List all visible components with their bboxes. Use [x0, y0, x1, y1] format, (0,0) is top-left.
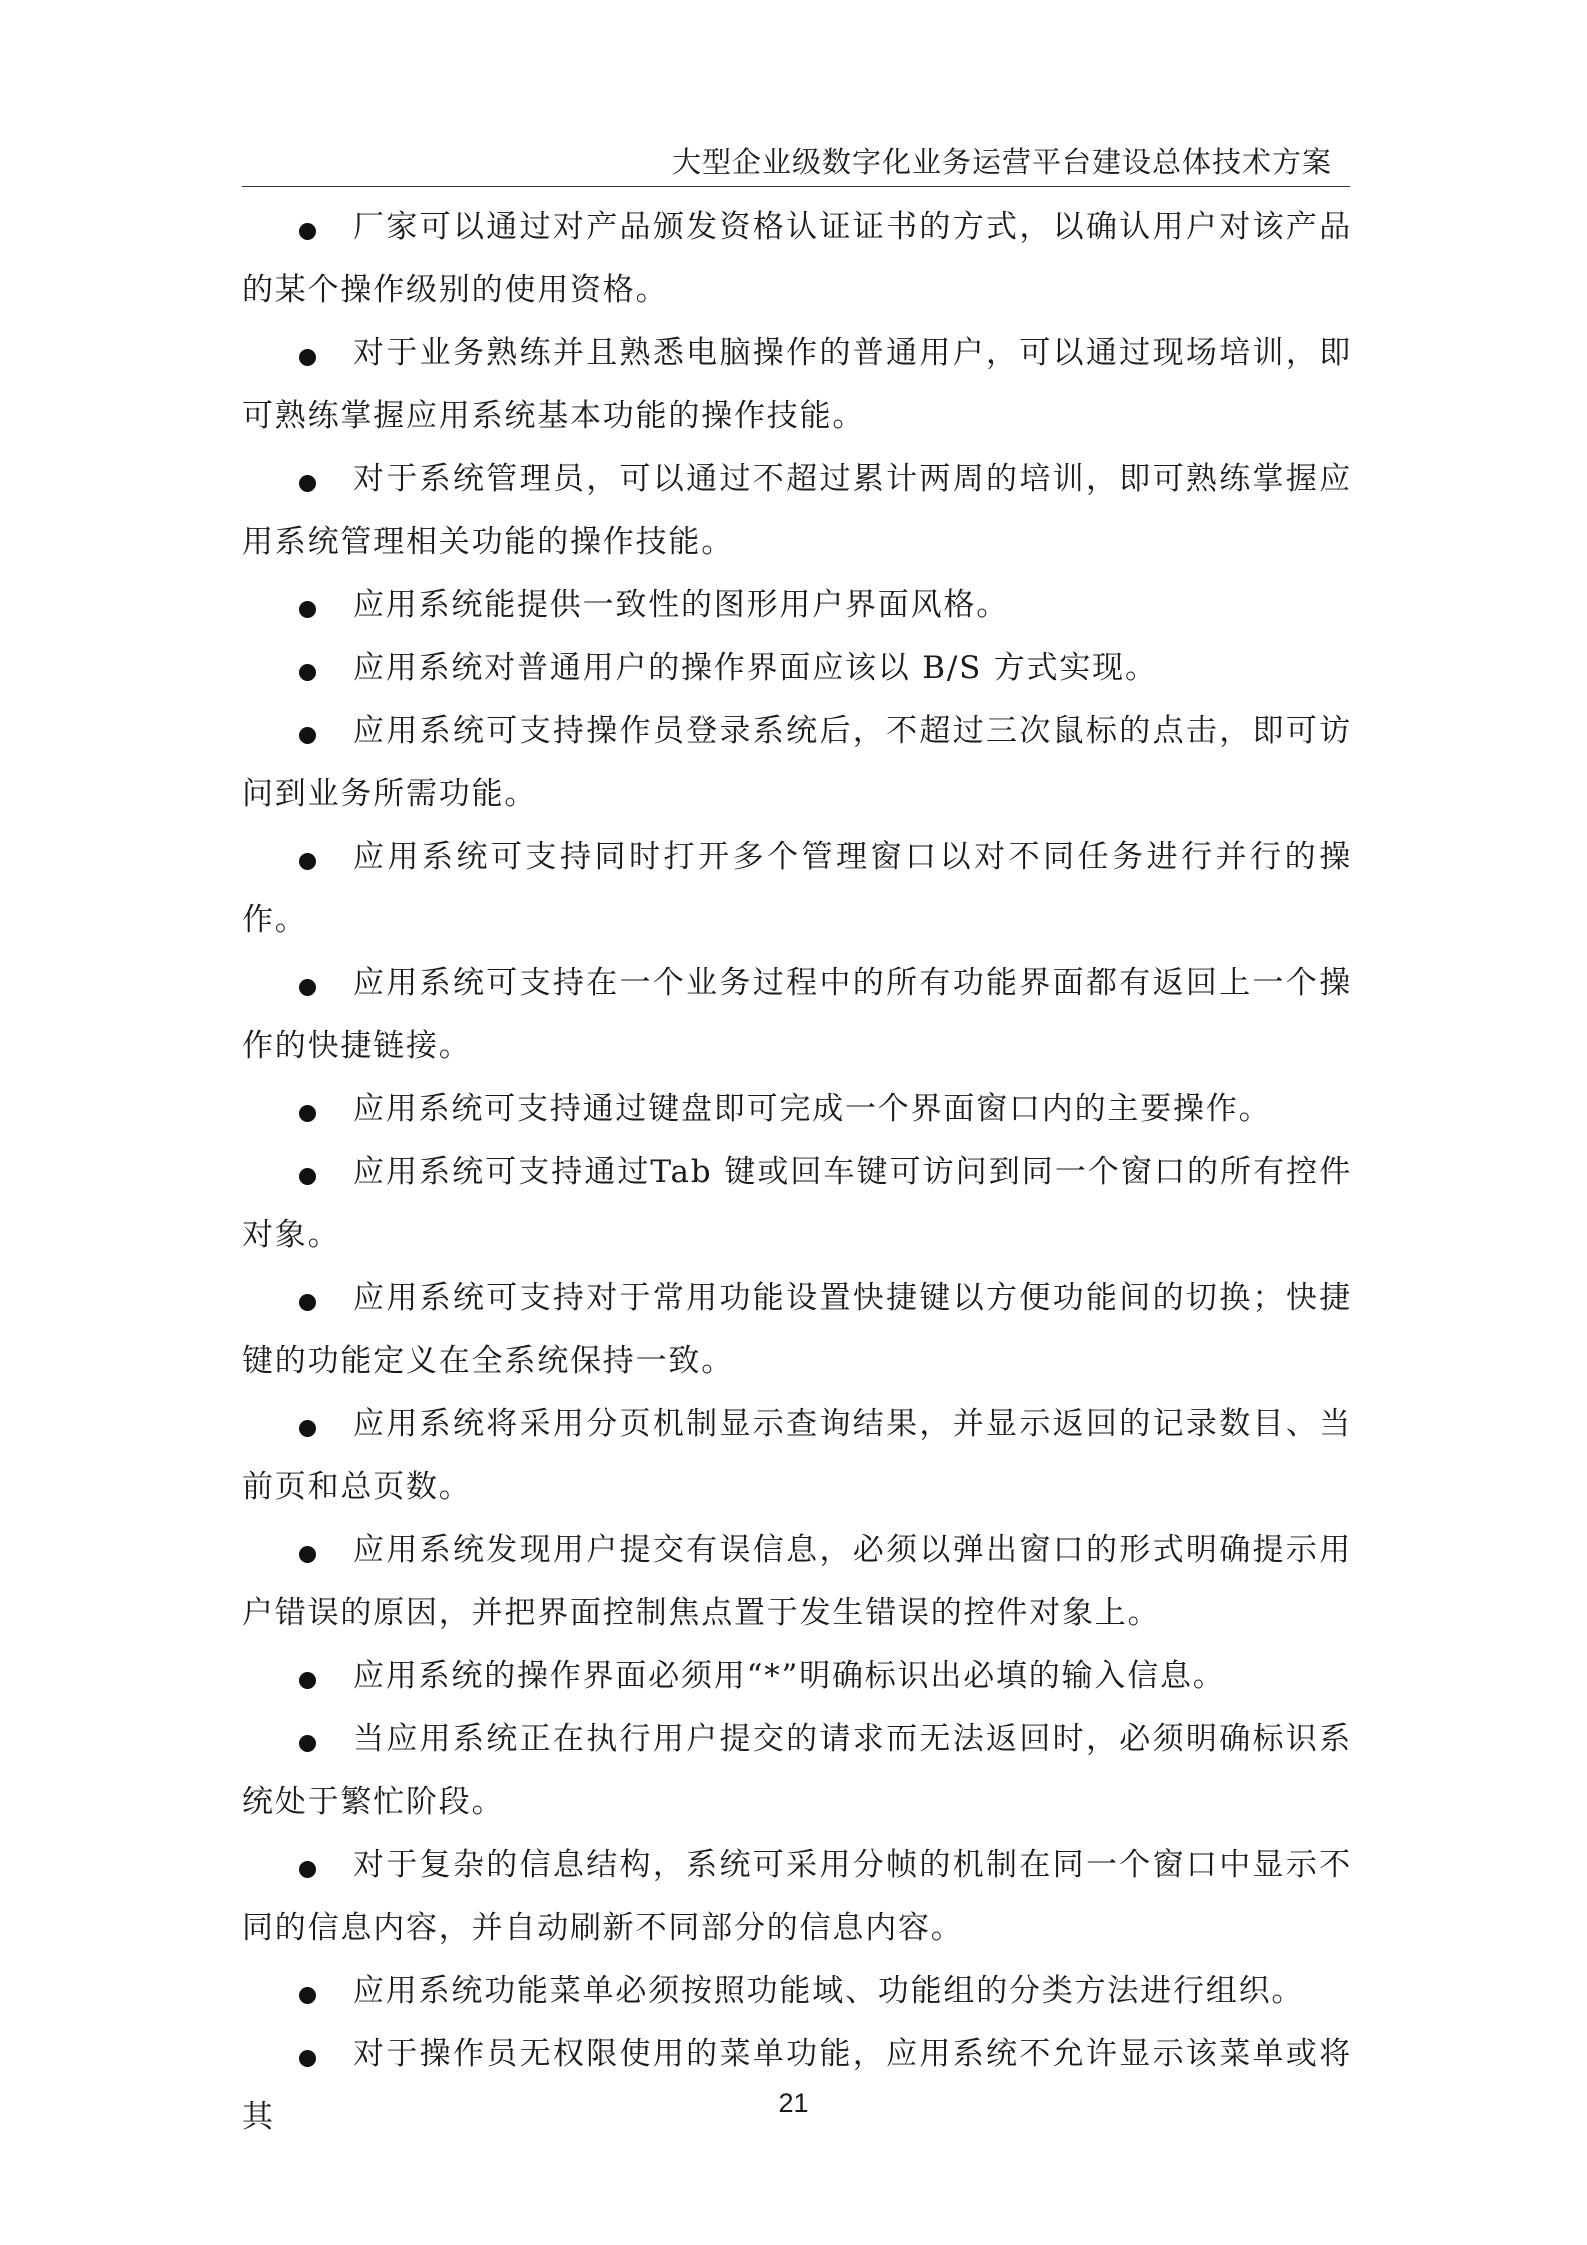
bullet-item [242, 2023, 1352, 2149]
bullet-item [242, 637, 1352, 700]
bullet-text: 应用系统可支持对于常用功能设置快捷键以方便功能间的切换；快捷键的功能定义在全系统保持一致。 [242, 1280, 1352, 1379]
bullet-item [242, 700, 1352, 826]
bullet-icon [299, 1546, 316, 1563]
bullet-item [242, 1141, 1352, 1267]
bullet-text: 应用系统可支持在一个业务过程中的所有功能界面都有返回上一个操作的快捷链接。 [242, 965, 1352, 1064]
bullet-icon [299, 475, 316, 492]
bullet-icon [299, 349, 316, 366]
bullet-icon [299, 979, 316, 996]
bullet-icon [299, 1168, 316, 1185]
bullet-text: 对于复杂的信息结构，系统可采用分帧的机制在同一个窗口中显示不同的信息内容，并自动刷新不同部分的信息内容。 [242, 1847, 1352, 1946]
bullet-item [242, 1708, 1352, 1834]
bullet-item [242, 952, 1352, 1078]
bullet-icon [299, 601, 316, 618]
bullet-icon [299, 1105, 316, 1122]
bullet-text: 对于业务熟练并且熟悉电脑操作的普通用户，可以通过现场培训，即可熟练掌握应用系统基本功能的操作技能。 [242, 335, 1352, 434]
bullet-icon [299, 223, 316, 240]
bullet-text: 应用系统可支持通过键盘即可完成一个界面窗口内的主要操作。 [353, 1091, 1272, 1127]
bullet-item [242, 1960, 1352, 2023]
bullet-text: 对于操作员无权限使用的菜单功能，应用系统不允许显示该菜单或将其 [242, 2036, 1352, 2135]
bullet-item [242, 1645, 1352, 1708]
bullet-text: 应用系统可支持操作员登录系统后，不超过三次鼠标的点击，即可访问到业务所需功能。 [242, 713, 1352, 812]
bullet-icon [299, 1420, 316, 1437]
running-header: 大型企业级数字化业务运营平台建设总体技术方案 [671, 145, 1332, 179]
bullet-item [242, 574, 1352, 637]
bullet-text: 应用系统发现用户提交有误信息，必须以弹出窗口的形式明确提示用户错误的原因，并把界面控制焦点置于发生错误的控件对象上。 [242, 1532, 1352, 1631]
bullet-icon [299, 853, 316, 870]
bullet-icon [299, 1987, 316, 2004]
bullet-icon [299, 1735, 316, 1752]
bullet-text: 应用系统的操作界面必须用“*”明确标识出必填的输入信息。 [353, 1658, 1226, 1694]
bullet-item [242, 826, 1352, 952]
bullet-text: 应用系统能提供一致性的图形用户界面风格。 [353, 587, 1009, 623]
bullet-item [242, 1834, 1352, 1960]
bullet-item [242, 322, 1352, 448]
bullet-text: 应用系统可支持同时打开多个管理窗口以对不同任务进行并行的操作。 [242, 839, 1352, 938]
bullet-icon [299, 1294, 316, 1311]
bullet-item [242, 196, 1352, 322]
bullet-text: 对于系统管理员，可以通过不超过累计两周的培训，即可熟练掌握应用系统管理相关功能的操作技能。 [242, 461, 1352, 560]
bullet-icon [299, 2050, 316, 2067]
bullet-item [242, 1267, 1352, 1393]
bullet-text: 当应用系统正在执行用户提交的请求而无法返回时，必须明确标识系统处于繁忙阶段。 [242, 1721, 1352, 1820]
bullet-icon [299, 1672, 316, 1689]
bullet-item [242, 448, 1352, 574]
bullet-icon [299, 727, 316, 744]
bullet-text: 厂家可以通过对产品颁发资格认证证书的方式，以确认用户对该产品的某个操作级别的使用资格。 [242, 209, 1352, 308]
bullet-icon [299, 1861, 316, 1878]
bullet-text: 应用系统可支持通过Tab 键或回车键可访问到同一个窗口的所有控件对象。 [242, 1154, 1352, 1253]
bullet-text: 应用系统对普通用户的操作界面应该以 B/S 方式实现。 [353, 650, 1158, 686]
page-number: 21 [778, 2088, 809, 2118]
header-divider [242, 186, 1350, 187]
document-body [242, 196, 1352, 2149]
bullet-item [242, 1393, 1352, 1519]
bullet-item [242, 1519, 1352, 1645]
bullet-text: 应用系统将采用分页机制显示查询结果，并显示返回的记录数目、当前页和总页数。 [242, 1406, 1352, 1505]
bullet-text: 应用系统功能菜单必须按照功能域、功能组的分类方法进行组织。 [353, 1973, 1305, 2009]
bullet-icon [299, 664, 316, 681]
bullet-item [242, 1078, 1352, 1141]
